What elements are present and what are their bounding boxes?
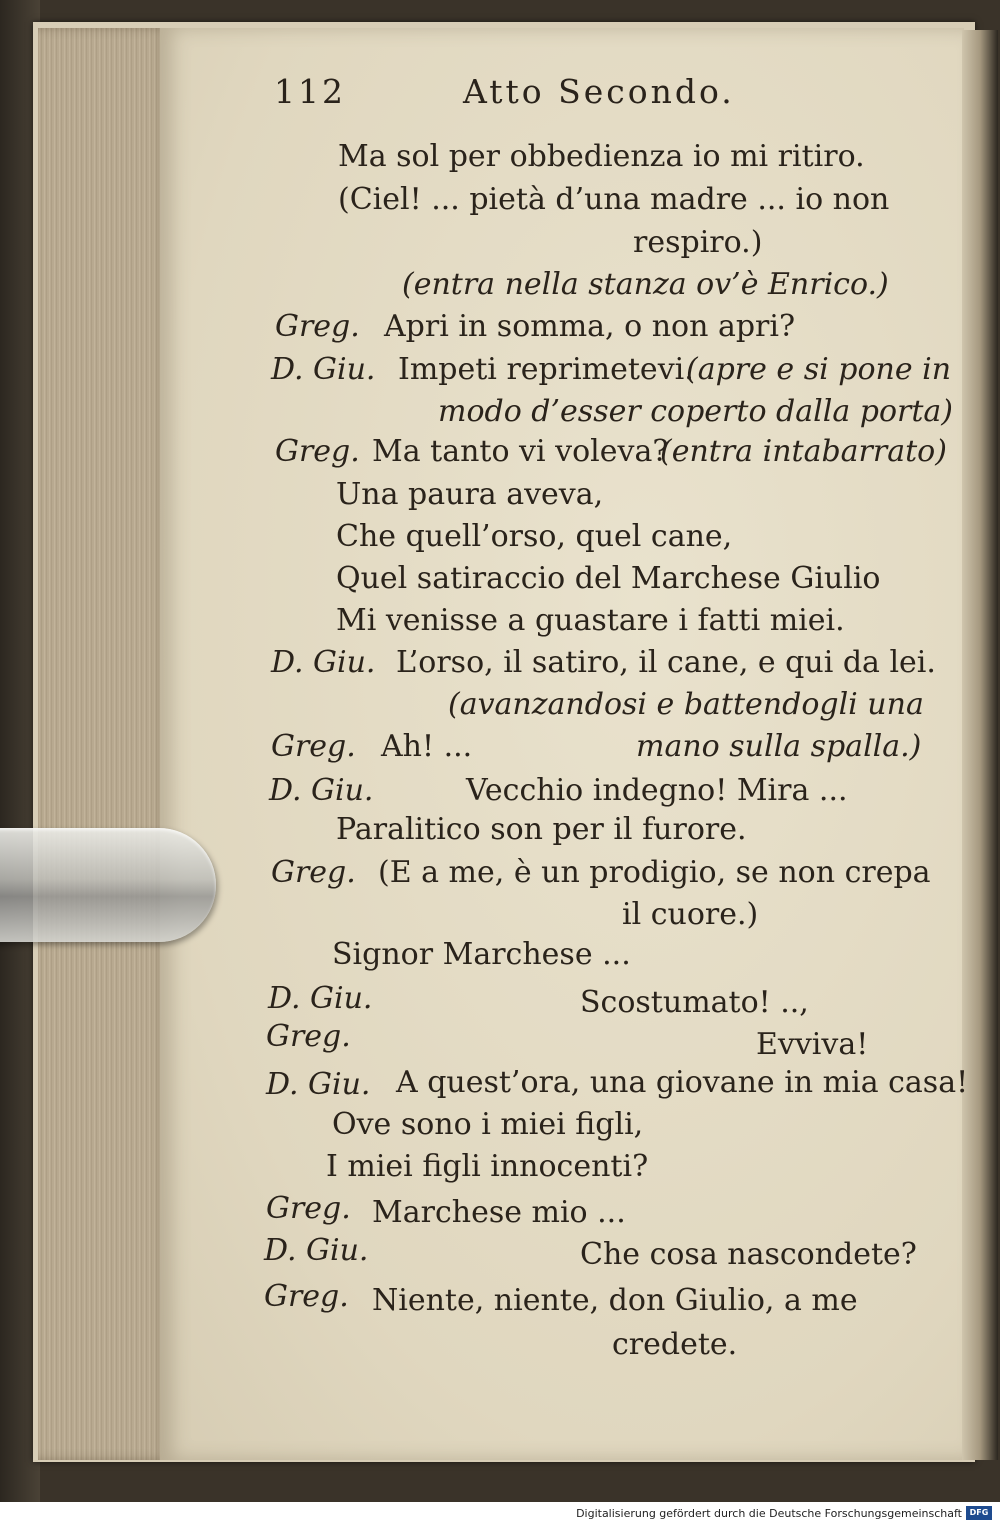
speaker-label: Greg. [275, 434, 360, 469]
text-line: (E a me, è un prodigio, se non crepa [378, 855, 931, 890]
speaker-label: D. Giu. [268, 981, 373, 1016]
text-line: Niente, niente, don Giulio, a me [372, 1283, 858, 1318]
text-line: L’orso, il satiro, il cane, e qui da lei. [396, 645, 936, 680]
speaker-label: Greg. [271, 729, 356, 764]
speaker-label: Greg. [264, 1279, 349, 1314]
text-line: Quel satiraccio del Marchese Giulio [336, 561, 881, 596]
speaker-label: Greg. [275, 309, 360, 344]
text-line: Paralitico son per il furore. [336, 812, 747, 847]
speaker-label: D. Giu. [271, 645, 376, 680]
speaker-label: D. Giu. [264, 1233, 369, 1268]
text-line: Ah! ... [381, 729, 473, 764]
page-edges [38, 28, 168, 1460]
stage-direction: mano sulla spalla.) [636, 729, 922, 764]
footer-bar [0, 1502, 1000, 1524]
text-line: Impeti reprimetevi. [398, 352, 694, 387]
text-line: credete. [612, 1327, 738, 1362]
speaker-label: Greg. [266, 1019, 351, 1054]
text-line: Marchese mio ... [372, 1195, 626, 1230]
text-line: Evviva! [756, 1027, 869, 1062]
text-line: Che quell’orso, quel cane, [336, 519, 733, 554]
text-line: Una paura aveva, [336, 477, 604, 512]
text-line: Apri in somma, o non apri? [384, 309, 796, 344]
text-line: Ove sono i miei figli, [332, 1107, 644, 1142]
text-line: Signor Marchese ... [332, 937, 631, 972]
text-line: (Ciel! ... pietà d’una madre ... io non [338, 182, 890, 217]
footer-credit: Digitalisierung gefördert durch die Deutsche Forschungsgemeinschaft [576, 1507, 962, 1520]
text-line: Ma tanto vi voleva? [372, 434, 669, 469]
page-clip [0, 828, 216, 942]
speaker-label: Greg. [271, 855, 356, 890]
dfg-logo-icon: DFG [966, 1506, 992, 1520]
speaker-label: Greg. [266, 1191, 351, 1226]
text-line: Ma sol per obbedienza io mi ritiro. [338, 139, 865, 174]
text-line: respiro.) [633, 225, 763, 260]
running-title: Atto Secondo. [463, 72, 735, 111]
stage-direction: (entra nella stanza ov’è Enrico.) [402, 267, 889, 302]
text-line: il cuore.) [622, 897, 759, 932]
text-line: Mi venisse a guastare i fatti miei. [336, 603, 845, 638]
speaker-label: D. Giu. [271, 352, 376, 387]
speaker-label: D. Giu. [266, 1067, 371, 1102]
text-line: Che cosa nascondete? [580, 1237, 917, 1272]
stage-direction: (entra intabarrato) [660, 434, 947, 469]
page-number: 112 [274, 72, 346, 111]
page-gutter-right [962, 30, 998, 1460]
stage-direction: (avanzandosi e battendogli una [448, 687, 924, 722]
text-line: Vecchio indegno! Mira ... [466, 773, 848, 808]
stage-direction: modo d’esser coperto dalla porta) [438, 394, 953, 429]
text-line: A quest’ora, una giovane in mia casa! [396, 1065, 969, 1100]
text-line: I miei figli innocenti? [326, 1149, 649, 1184]
stage-direction: (apre e si pone in [686, 352, 952, 387]
text-line: Scostumato! .., [580, 985, 809, 1020]
speaker-label: D. Giu. [269, 773, 374, 808]
